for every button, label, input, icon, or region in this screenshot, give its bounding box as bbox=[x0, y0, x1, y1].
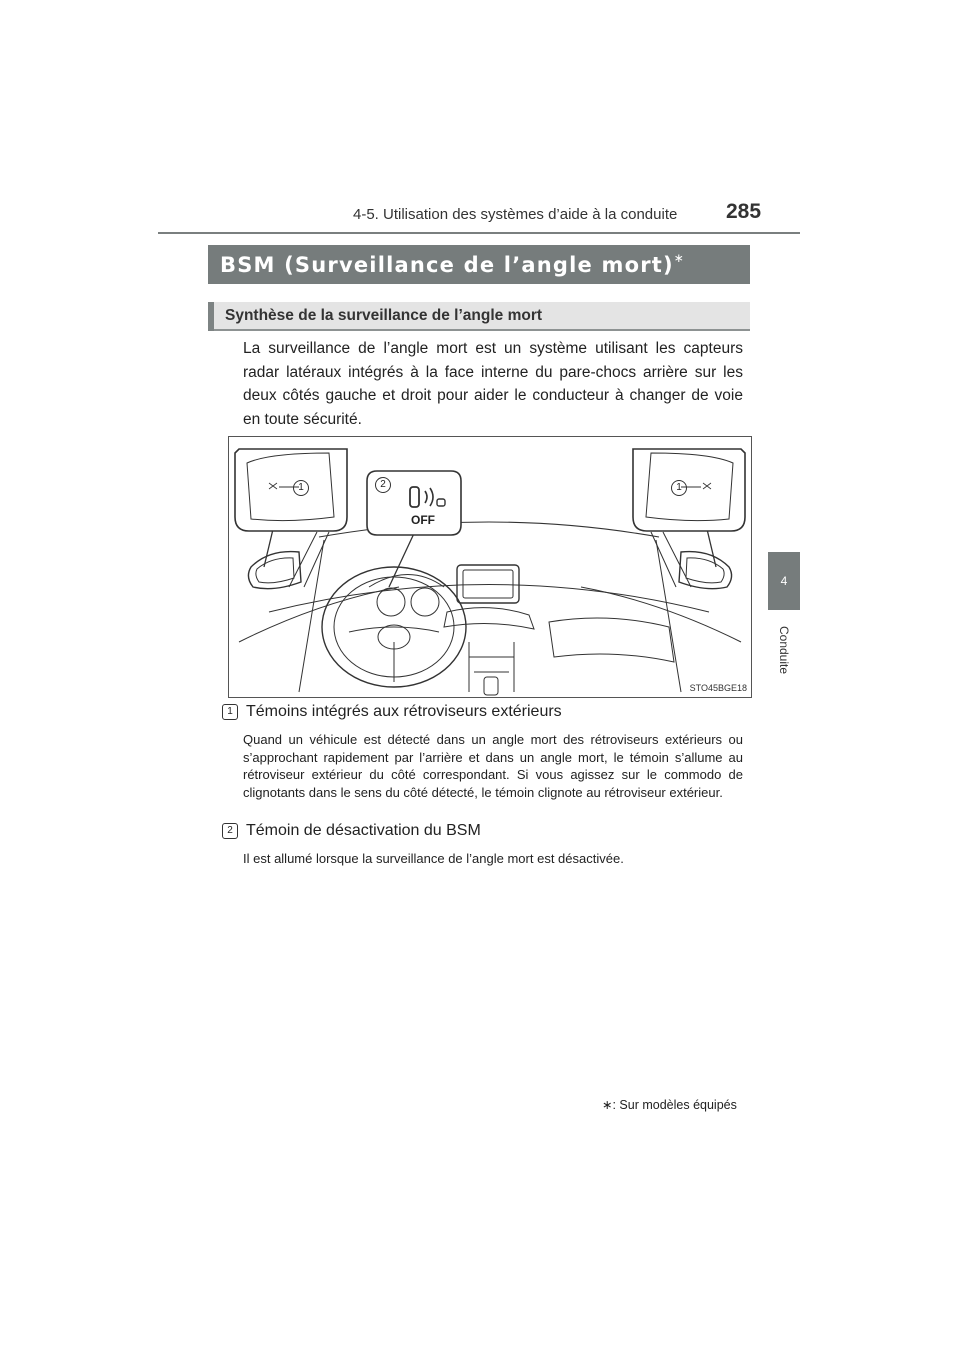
footnote-text: : Sur modèles équipés bbox=[612, 1098, 737, 1112]
callout-2: 2 bbox=[375, 477, 391, 493]
chapter-tab-number: 4 bbox=[780, 574, 788, 588]
header-divider bbox=[158, 232, 800, 234]
item-1-heading bbox=[222, 703, 562, 721]
callout-1-right: 1 bbox=[671, 480, 687, 496]
footnote-asterisk: ∗ bbox=[602, 1098, 613, 1112]
header-section-title: 4-5. Utilisation des systèmes d’aide à la conduite bbox=[353, 206, 678, 223]
section-title-text: BSM (Surveillance de l’angle mort) bbox=[220, 253, 674, 277]
dashboard-illustration bbox=[228, 436, 752, 698]
subsection-accent bbox=[208, 302, 214, 331]
chapter-label-text: Conduite bbox=[777, 625, 791, 675]
item-1-description: Quand un véhicule est détecté dans un angle mort des rétroviseurs extérieurs ou s’approchant rapidement par l’arrière et dans un angle mort, le témoin s’allume au rétroviseur extérieur du côté correspondant. Si vous agissez sur le commodo de clignotants dans le sens du côté détecté, le témoin clignote au rétroviseur extérieur. bbox=[243, 732, 743, 800]
item-2-title: Témoin de désactivation du BSM bbox=[246, 822, 481, 839]
chapter-tab[interactable] bbox=[768, 552, 800, 610]
callout-1-left: 1 bbox=[293, 480, 309, 496]
item-2-description: Il est allumé lorsque la surveillance de l’angle mort est désactivée. bbox=[243, 851, 624, 866]
dashboard-drawing bbox=[229, 437, 751, 697]
subsection-bar bbox=[208, 302, 750, 331]
page-number: 285 bbox=[726, 200, 762, 223]
figure-code: STO45BGE18 bbox=[689, 683, 747, 693]
section-title-bar bbox=[208, 245, 750, 284]
item-1-title: Témoins intégrés aux rétroviseurs extérieurs bbox=[246, 703, 562, 720]
section-title bbox=[220, 253, 684, 277]
subsection-title: Synthèse de la surveillance de l’angle mort bbox=[225, 307, 543, 324]
chapter-label bbox=[772, 620, 796, 680]
item-1-number: 1 bbox=[222, 704, 238, 720]
footnote bbox=[602, 1097, 737, 1112]
footnote-mark: ∗ bbox=[673, 251, 684, 265]
item-2-number: 2 bbox=[222, 823, 238, 839]
intro-paragraph: La surveillance de l’angle mort est un système utilisant les capteurs radar latéraux intégrés à la face interne du pare-chocs arrière sur les deux côtés gauche et droit pour aider le conducteur à changer de voie en toute sécurité. bbox=[243, 340, 743, 428]
item-2-heading bbox=[222, 822, 481, 840]
bsm-off-label: OFF bbox=[411, 513, 435, 527]
